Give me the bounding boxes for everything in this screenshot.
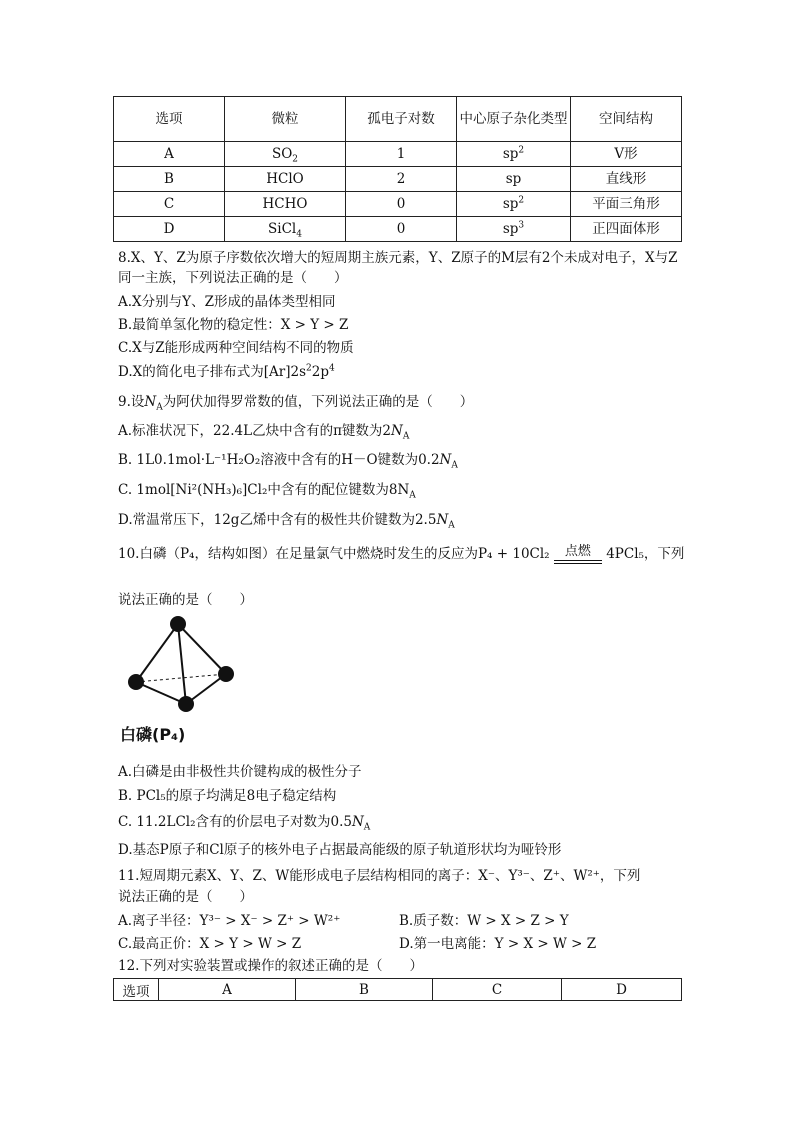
hybridization-cell: $sp^2$ bbox=[457, 192, 571, 217]
header-cell: D bbox=[562, 979, 682, 1001]
lone-pair-cell: 0 bbox=[346, 192, 457, 217]
p-atom bbox=[178, 696, 194, 712]
q12-options-table bbox=[113, 978, 682, 1001]
q11-option-d: D.第一电离能：Y > X > W > Z bbox=[399, 936, 597, 952]
q8-option-c: C.X与Z能形成两种空间结构不同的物质 bbox=[118, 340, 354, 356]
q11-options-row-1 bbox=[118, 911, 680, 931]
hybridization-cell: $sp^3$ bbox=[457, 217, 571, 242]
q11-stem-line-1: 11.短周期元素X、Y、Z、W能形成电子层结构相同的离子：X⁻、Y³⁻、Z⁺、W²⁺，下列 bbox=[118, 868, 641, 884]
table-row bbox=[114, 167, 682, 192]
q9-stem: 9.设$N_A$为阿伏加得罗常数的值，下列说法正确的是（ ） bbox=[118, 394, 474, 413]
option-cell: C bbox=[114, 192, 225, 217]
q11-option-c: C.最高正价：X > Y > W > Z bbox=[118, 936, 302, 952]
header-cell: C bbox=[433, 979, 562, 1001]
header-cell: B bbox=[296, 979, 433, 1001]
q7-options-table bbox=[113, 96, 682, 242]
particle-cell: HClO bbox=[225, 167, 346, 192]
reaction-arrow: 点燃 bbox=[554, 545, 602, 564]
header-cell: 空间结构 bbox=[571, 97, 682, 142]
q11-options-row-2 bbox=[118, 934, 680, 954]
header-cell: 选项 bbox=[114, 97, 225, 142]
q11-option-a: A.离子半径：Y³⁻ > X⁻ > Z⁺ > W²⁺ bbox=[118, 913, 341, 929]
q9-option-d: D.常温常压下，12g乙烯中含有的极性共价键数为$2.5N_A$ bbox=[118, 512, 455, 531]
particle-cell: HCHO bbox=[225, 192, 346, 217]
hybridization-cell: sp bbox=[457, 167, 571, 192]
q10-stem-line-1: 10.白磷（P₄，结构如图）在足量氯气中燃烧时发生的反应为P₄ + 10Cl₂ 点燃 4PCl₅，下列 bbox=[118, 544, 685, 562]
option-cell: B bbox=[114, 167, 225, 192]
q11-stem-line-2: 说法正确的是（ ） bbox=[118, 889, 253, 905]
option-cell: A bbox=[114, 142, 225, 167]
q8-option-b: B.最简单氢化物的稳定性：X > Y > Z bbox=[118, 317, 349, 333]
table-row bbox=[114, 142, 682, 167]
q9-option-a: A.标准状况下，22.4L乙炔中含有的π键数为$2N_A$ bbox=[118, 423, 410, 442]
q9-option-b: B. 1L0.1mol·L⁻¹H₂O₂溶液中含有的H－O键数为$0.2N_A$ bbox=[118, 452, 458, 471]
p-atom bbox=[170, 616, 186, 632]
q11-option-b: B.质子数：W > X > Z > Y bbox=[399, 913, 569, 929]
shape-cell: 平面三角形 bbox=[571, 192, 682, 217]
header-cell: 微粒 bbox=[225, 97, 346, 142]
table-header-row bbox=[114, 97, 682, 142]
table-row bbox=[114, 217, 682, 242]
p-atom bbox=[218, 666, 234, 682]
figure-caption: 白磷(P₄) bbox=[120, 725, 186, 744]
lone-pair-cell: 1 bbox=[346, 142, 457, 167]
p4-tetrahedron-diagram bbox=[120, 612, 250, 752]
header-cell: 中心原子杂化类型 bbox=[457, 97, 571, 142]
table-row bbox=[114, 192, 682, 217]
shape-cell: 直线形 bbox=[571, 167, 682, 192]
lone-pair-cell: 0 bbox=[346, 217, 457, 242]
p-atom bbox=[128, 674, 144, 690]
q8-option-a: A.X分别与Y、Z形成的晶体类型相同 bbox=[118, 294, 336, 310]
q8-option-d: D.X的简化电子排布式为$[Ar]2s^22p^4$ bbox=[118, 363, 335, 380]
q10-option-c: C. 11.2LCl₂含有的价层电子对数为$0.5N_A$ bbox=[118, 814, 371, 833]
shape-cell: V形 bbox=[571, 142, 682, 167]
table-header-row bbox=[114, 979, 682, 1001]
white-phosphorus-figure bbox=[120, 612, 250, 752]
q10-stem-line-2: 说法正确的是（ ） bbox=[118, 592, 253, 608]
header-cell: 孤电子对数 bbox=[346, 97, 457, 142]
header-cell: 选项 bbox=[114, 979, 159, 1001]
option-cell: D bbox=[114, 217, 225, 242]
q9-option-c: C. 1mol[Ni²(NH₃)₆]Cl₂中含有的配位键数为$8N_A$ bbox=[118, 482, 416, 501]
particle-cell: SiCl$_4$ bbox=[225, 217, 346, 242]
q10-option-b: B. PCl₅的原子均满足8电子稳定结构 bbox=[118, 788, 337, 804]
header-cell: A bbox=[159, 979, 296, 1001]
q10-option-d: D.基态P原子和Cl原子的核外电子占据最高能级的原子轨道形状均为哑铃形 bbox=[118, 842, 562, 858]
lone-pair-cell: 2 bbox=[346, 167, 457, 192]
q10-option-a: A.白磷是由非极性共价键构成的极性分子 bbox=[118, 764, 362, 780]
q8-stem: 8.X、Y、Z为原子序数依次增大的短周期主族元素，Y、Z原子的M层有2个未成对电子，X与Z同一主族，下列说法正确的是（ ） bbox=[118, 250, 678, 286]
shape-cell: 正四面体形 bbox=[571, 217, 682, 242]
hybridization-cell: $sp^2$ bbox=[457, 142, 571, 167]
particle-cell: $SO_2$ bbox=[225, 142, 346, 167]
q12-stem: 12.下列对实验装置或操作的叙述正确的是（ ） bbox=[118, 958, 423, 974]
